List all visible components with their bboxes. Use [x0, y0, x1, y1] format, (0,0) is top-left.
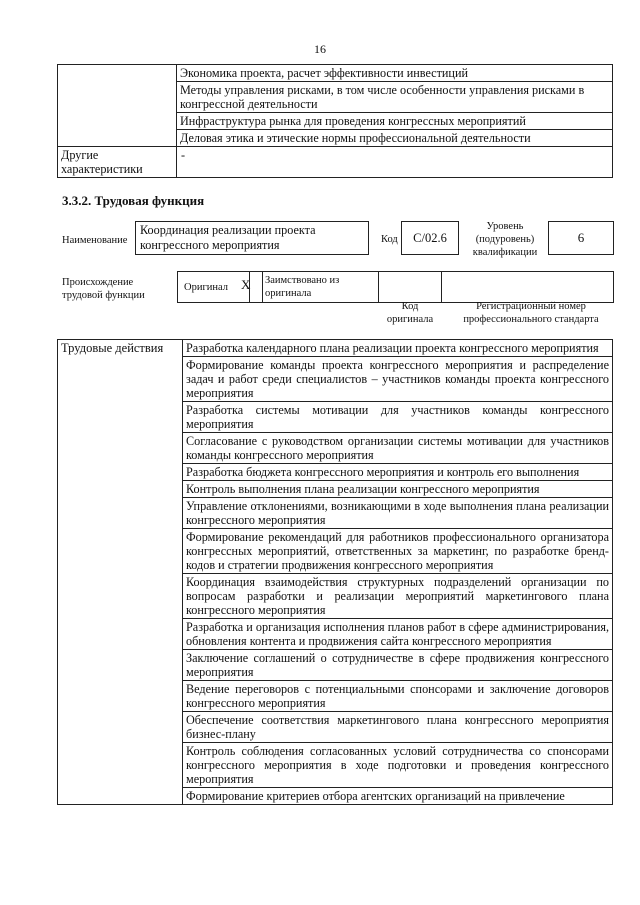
- page-number: 16: [314, 42, 326, 56]
- divider: [249, 272, 250, 302]
- table-row: [58, 65, 613, 82]
- labor-actions-table: [57, 339, 613, 805]
- other-characteristics-label: Другие характеристики: [58, 147, 177, 178]
- name-box: [135, 221, 369, 255]
- code-original-label: Код оригинала: [386, 301, 434, 325]
- labor-action-item: Формирование команды проекта конгрессного мероприятия и распределение задач и работ среди специалистов – участников команды проекта конгрессного мероприятия: [183, 357, 613, 402]
- original-mark: X: [241, 277, 251, 292]
- labor-action-item: Формирование рекомендаций для работников профессионального организатора конгрессных мероприятий, ответственных за маркетинг, по разработке бренд-кодов и стратегии продвижения конгрессного мероприятия: [183, 529, 613, 574]
- knowledge-item: Деловая этика и этические нормы профессиональной деятельности: [177, 130, 613, 147]
- origin-label: Происхождение трудовой функции: [62, 277, 145, 301]
- function-name: Координация реализации проекта конгрессного мероприятия: [140, 223, 316, 252]
- labor-action-item: Контроль соблюдения согласованных условий сотрудничества со спонсорами конгрессного мероприятия в ходе подготовки и проведения конгрессного мероприятия: [183, 743, 613, 788]
- labor-action-item: Обеспечение соответствия маркетингового плана конгрессного мероприятия бизнес-плану: [183, 712, 613, 743]
- labor-action-item: Разработка системы мотивации для участников команды конгрессного мероприятия: [183, 402, 613, 433]
- name-label: Наименование: [62, 235, 128, 246]
- knowledge-item: Экономика проекта, расчет эффективности инвестиций: [177, 65, 613, 82]
- labor-action-item: Формирование критериев отбора агентских организаций на привлечение: [183, 788, 613, 805]
- section-heading: 3.3.2. Трудовая функция: [62, 193, 205, 208]
- code-label: Код: [381, 234, 398, 245]
- borrowed-label: Заимствовано из оригинала: [265, 275, 340, 299]
- knowledge-table: [57, 64, 613, 178]
- code-value: С/02.6: [401, 221, 459, 255]
- empty-label-cell: [58, 65, 177, 147]
- labor-actions-label: Трудовые действия: [58, 340, 183, 805]
- original-label: Оригинал: [184, 282, 228, 293]
- table-row: [58, 147, 613, 178]
- labor-action-item: Разработка и организация исполнения планов работ в сфере администрирования, обновления контента и продвижения сайта конгрессного мероприятия: [183, 619, 613, 650]
- borrowed-code-box: [378, 271, 442, 303]
- table-row: [58, 340, 613, 357]
- origin-box: [177, 271, 379, 303]
- labor-action-item: Координация взаимодействия структурных подразделений организации по вопросам разработки и реализации мероприятий маркетингового плана конгрессного мероприятия: [183, 574, 613, 619]
- divider: [262, 272, 263, 302]
- labor-action-item: Ведение переговоров с потенциальными спонсорами и заключение договоров конгрессного мероприятия: [183, 681, 613, 712]
- labor-action-item: Согласование с руководством организации системы мотивации для участников команды конгрессного мероприятия: [183, 433, 613, 464]
- knowledge-item: Инфраструктура рынка для проведения конгрессных мероприятий: [177, 113, 613, 130]
- registration-number-box: [441, 271, 614, 303]
- other-characteristics-value: -: [177, 147, 613, 178]
- labor-action-item: Заключение соглашений о сотрудничестве в сфере продвижения конгрессного мероприятия: [183, 650, 613, 681]
- labor-action-item: Разработка бюджета конгрессного мероприятия и контроль его выполнения: [183, 464, 613, 481]
- labor-action-item: Управление отклонениями, возникающими в ходе выполнения плана реализации конгрессного мероприятия: [183, 498, 613, 529]
- knowledge-item: Методы управления рисками, в том числе особенности управления рисками в конгрессной деятельности: [177, 82, 613, 113]
- qualification-level-value: 6: [548, 221, 614, 255]
- labor-action-item: Контроль выполнения плана реализации конгрессного мероприятия: [183, 481, 613, 498]
- labor-action-item: Разработка календарного плана реализации проекта конгрессного мероприятия: [183, 340, 613, 357]
- qualification-level-label: Уровень (подуровень) квалификации: [472, 221, 538, 258]
- registration-number-label: Регистрационный номер профессионального стандарта: [463, 301, 599, 325]
